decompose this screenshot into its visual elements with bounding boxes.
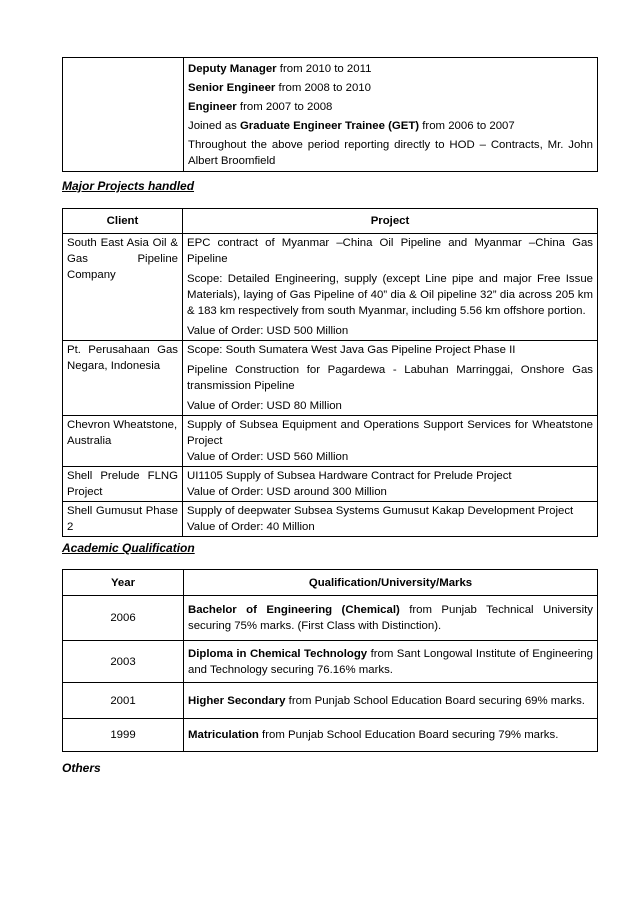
project-cell bbox=[183, 341, 598, 416]
role-line: Joined as Graduate Engineer Trainee (GET) from 2006 to 2007 bbox=[188, 119, 515, 132]
client-cell: South East Asia Oil & Gas Pipeline Company bbox=[63, 234, 183, 341]
table-row bbox=[63, 341, 598, 416]
project-line: Supply of Subsea Equipment and Operations Support Services for Wheatstone Project bbox=[187, 419, 593, 447]
project-line: Scope: Detailed Engineering, supply (except Line pipe and major Free Issue Materials), laying of Gas Pipeline of 40” dia & Oil pipeline 32” dia across 205 km & 183 km respectively from south Myanmar, including 5.56 km offshore portion. bbox=[187, 273, 593, 317]
table-row bbox=[63, 467, 598, 502]
role-line: Engineer from 2007 to 2008 bbox=[188, 100, 333, 113]
project-line: Value of Order: USD around 300 Million bbox=[187, 486, 387, 498]
role-line: Deputy Manager from 2010 to 2011 bbox=[188, 62, 372, 75]
qualification-cell: Diploma in Chemical Technology from Sant Longowal Institute of Engineering and Technology securing 76.16% marks. bbox=[184, 641, 598, 683]
qualification-cell: Matriculation from Punjab School Education Board securing 79% marks. bbox=[184, 719, 598, 752]
year-cell: 1999 bbox=[63, 719, 184, 752]
table-row bbox=[63, 683, 598, 719]
academic-heading: Academic Qualification bbox=[62, 541, 195, 555]
project-cell bbox=[183, 502, 598, 537]
project-column-header: Project bbox=[183, 209, 598, 234]
project-cell bbox=[183, 234, 598, 341]
client-cell: Chevron Wheatstone, Australia bbox=[63, 416, 183, 467]
year-cell: 2001 bbox=[63, 683, 184, 719]
client-cell: Shell Gumusut Phase 2 bbox=[63, 502, 183, 537]
table-row bbox=[63, 416, 598, 467]
table-row bbox=[63, 641, 598, 683]
project-cell bbox=[183, 416, 598, 467]
project-line: UI1105 Supply of Subsea Hardware Contract for Prelude Project bbox=[187, 470, 512, 482]
others-heading: Others bbox=[62, 761, 101, 775]
project-line: Supply of deepwater Subsea Systems Gumusut Kakap Development Project bbox=[187, 505, 574, 517]
qualification-column-header: Qualification/University/Marks bbox=[184, 570, 598, 596]
table-row bbox=[63, 719, 598, 752]
year-cell: 2006 bbox=[63, 596, 184, 641]
project-line: Value of Order: USD 80 Million bbox=[187, 400, 342, 412]
client-cell: Shell Prelude FLNG Project bbox=[63, 467, 183, 502]
project-line: Value of Order: USD 560 Million bbox=[187, 451, 349, 463]
project-cell bbox=[183, 467, 598, 502]
table-row bbox=[63, 596, 598, 641]
project-line: Scope: South Sumatera West Java Gas Pipeline Project Phase II bbox=[187, 344, 516, 356]
reporting-line: Throughout the above period reporting directly to HOD – Contracts, Mr. John Albert Broomfield bbox=[188, 138, 593, 167]
client-cell: Pt. Perusahaan Gas Negara, Indonesia bbox=[63, 341, 183, 416]
experience-table bbox=[62, 57, 598, 172]
project-line: Value of Order: 40 Million bbox=[187, 521, 315, 533]
qualification-cell: Bachelor of Engineering (Chemical) from Punjab Technical University securing 75% marks. (First Class with Distinction). bbox=[184, 596, 598, 641]
projects-heading: Major Projects handled bbox=[62, 179, 195, 193]
year-cell: 2003 bbox=[63, 641, 184, 683]
project-line: EPC contract of Myanmar –China Oil Pipeline and Myanmar –China Gas Pipeline bbox=[187, 237, 593, 265]
projects-table bbox=[62, 208, 598, 537]
table-row bbox=[63, 502, 598, 537]
role-line: Senior Engineer from 2008 to 2010 bbox=[188, 81, 371, 94]
experience-cell bbox=[184, 58, 598, 172]
academic-table bbox=[62, 569, 598, 752]
client-column-header: Client bbox=[63, 209, 183, 234]
project-line: Value of Order: USD 500 Million bbox=[187, 325, 349, 337]
table-row bbox=[63, 234, 598, 341]
project-line: Pipeline Construction for Pagardewa - Labuhan Marringgai, Onshore Gas transmission Pipeline bbox=[187, 364, 593, 392]
year-column-header: Year bbox=[63, 570, 184, 596]
qualification-cell: Higher Secondary from Punjab School Education Board securing 69% marks. bbox=[184, 683, 598, 719]
experience-empty-cell bbox=[63, 58, 184, 172]
